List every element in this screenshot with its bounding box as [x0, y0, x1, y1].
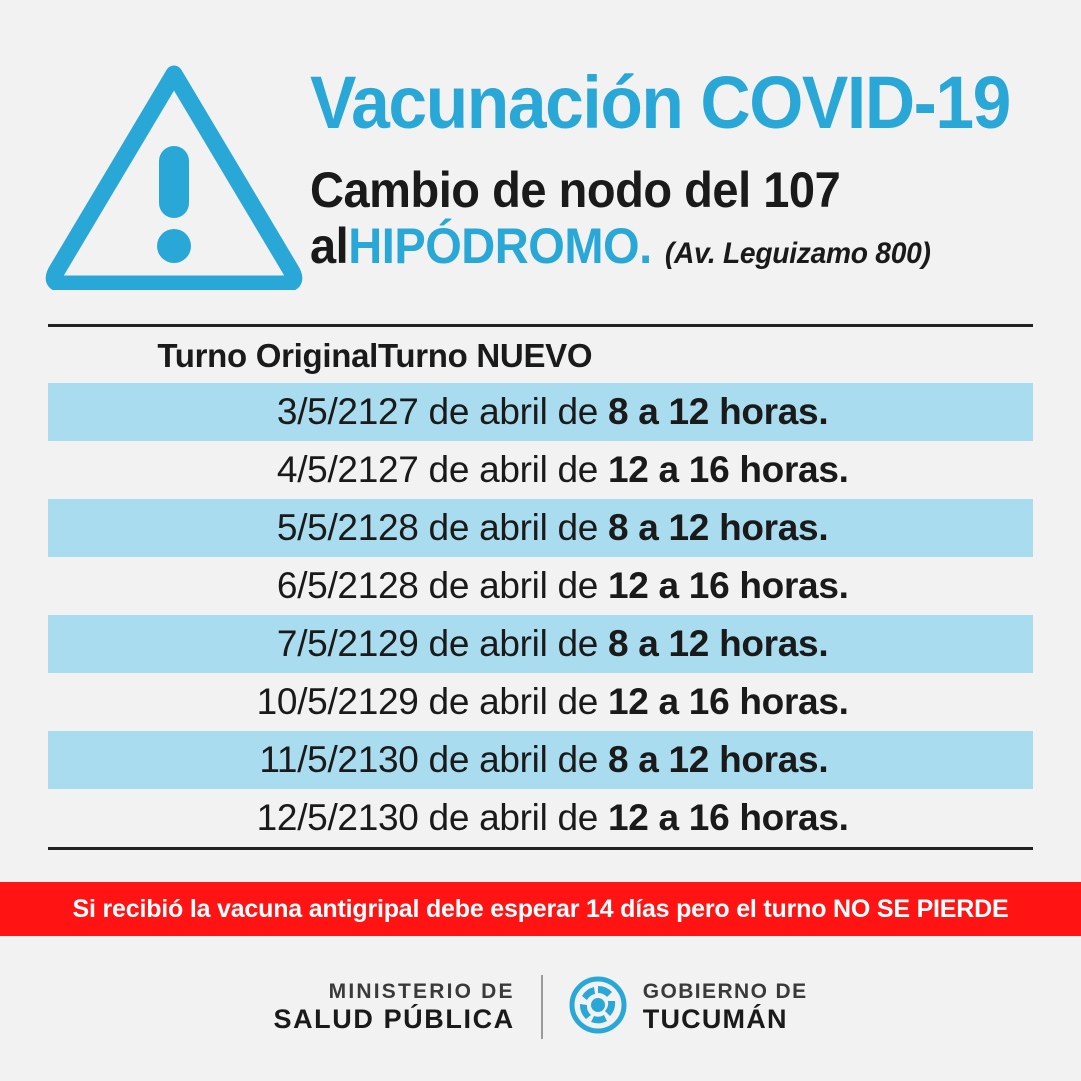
- government-logo-block: [543, 976, 808, 1039]
- new-time-text: 8 a 12 horas.: [608, 507, 829, 548]
- warning-banner-text: Si recibió la vacuna antigripal debe esperar 14 días pero el turno NO SE PIERDE: [72, 894, 1009, 923]
- new-time-text: 12 a 16 horas.: [608, 681, 849, 722]
- new-date-text: 30 de abril de: [378, 739, 609, 780]
- schedule-table: [48, 327, 1033, 847]
- cell-original-date: 12/5/21: [256, 797, 378, 838]
- poster-header: [0, 0, 1081, 290]
- new-time-text: 12 a 16 horas.: [608, 449, 849, 490]
- government-line-2: TUCUMÁN: [642, 1003, 788, 1034]
- table-row: [48, 789, 1033, 847]
- cell-new-appointment: [378, 673, 1033, 731]
- table-row: [48, 383, 1033, 441]
- tucuman-sunburst-icon: [569, 976, 627, 1039]
- header-text-block: [304, 48, 1055, 274]
- new-date-text: 27 de abril de: [378, 391, 609, 432]
- ministry-logo-text: [273, 980, 540, 1034]
- column-header-new: Turno NUEVO: [378, 337, 593, 374]
- table-header-row: [48, 327, 1033, 383]
- ministry-line-1: MINISTERIO DE: [328, 980, 515, 1004]
- footer: [0, 975, 1081, 1039]
- cell-original-date: 11/5/21: [48, 731, 378, 789]
- new-date-text: 27 de abril de: [378, 449, 609, 490]
- cell-new-appointment: [378, 557, 1033, 615]
- new-time-text: 12 a 16 horas.: [608, 797, 849, 838]
- cell-original-date: 6/5/21: [276, 565, 378, 606]
- cell-original-date: 10/5/21: [256, 681, 378, 722]
- new-date-text: 28 de abril de: [378, 565, 609, 606]
- cell-new-appointment: [378, 441, 1033, 499]
- table-body: [48, 383, 1033, 847]
- new-date-text: 28 de abril de: [378, 507, 609, 548]
- table-row: [48, 499, 1033, 557]
- subtitle-line-2: [310, 218, 1010, 274]
- warning-triangle-icon: [44, 58, 304, 290]
- new-date-text: 30 de abril de: [378, 797, 609, 838]
- table-row: [48, 615, 1033, 673]
- new-time-text: 8 a 12 horas.: [608, 739, 829, 780]
- cell-new-appointment: [378, 731, 1033, 789]
- cell-new-appointment: [378, 383, 1033, 441]
- column-header-original: Turno Original: [157, 337, 378, 374]
- new-date-text: 29 de abril de: [378, 681, 609, 722]
- table-row: [48, 673, 1033, 731]
- cell-original-date: 4/5/21: [276, 449, 378, 490]
- warning-banner: [0, 882, 1081, 936]
- cell-original-date: 5/5/21: [48, 499, 378, 557]
- address-text: (Av. Leguizamo 800): [664, 237, 931, 270]
- page-title: Vacunación COVID-19: [310, 61, 1010, 144]
- subtitle-prefix: al: [310, 218, 349, 274]
- table-row: [48, 731, 1033, 789]
- table-row: [48, 441, 1033, 499]
- table-row: [48, 557, 1033, 615]
- government-line-1: GOBIERNO DE: [642, 980, 808, 1004]
- cell-new-appointment: [378, 615, 1033, 673]
- subtitle-line-1: Cambio de nodo del 107: [310, 162, 841, 218]
- subtitle-highlight: HIPÓDROMO.: [348, 218, 652, 274]
- new-time-text: 8 a 12 horas.: [608, 623, 829, 664]
- new-time-text: 12 a 16 horas.: [608, 565, 849, 606]
- schedule-table-wrapper: [48, 324, 1033, 850]
- cell-new-appointment: [378, 789, 1033, 847]
- ministry-line-2: SALUD PÚBLICA: [273, 1003, 515, 1034]
- new-date-text: 29 de abril de: [378, 623, 609, 664]
- new-time-text: 8 a 12 horas.: [608, 391, 829, 432]
- cell-original-date: 3/5/21: [48, 383, 378, 441]
- cell-original-date: 7/5/21: [48, 615, 378, 673]
- cell-new-appointment: [378, 499, 1033, 557]
